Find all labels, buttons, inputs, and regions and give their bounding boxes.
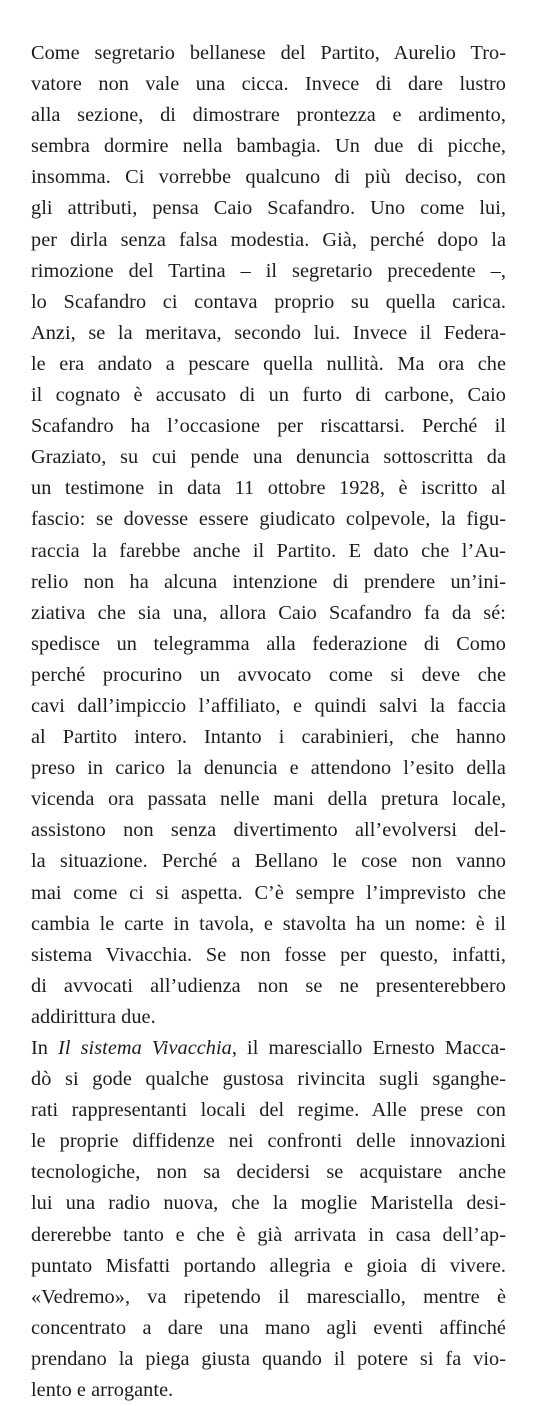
line-lead-text: In: [31, 1037, 59, 1059]
review-paragraph: [31, 1033, 506, 1406]
book-title: Il sistema Vivacchia: [58, 1037, 232, 1059]
paragraph-line: rimozione del Tartina – il segretario precedente –,: [31, 259, 506, 282]
paragraph-line: Graziato, su cui pende una denuncia sottoscritta da: [31, 446, 506, 469]
paragraph-line: cambia le carte in tavola, e stavolta ha un nome: è il: [31, 912, 506, 935]
paragraph-line: dò si gode qualche gustosa rivincita sugli sganghe-: [31, 1068, 506, 1091]
paragraph-line: prendano la piega giusta quando il potere si fa vio-: [31, 1347, 506, 1370]
paragraph-line: mai come ci si aspetta. C’è sempre l’imprevisto che: [31, 881, 506, 904]
synopsis-paragraph: [31, 38, 506, 1033]
paragraph-line: tecnologiche, non sa decidersi se acquistare anche: [31, 1161, 506, 1184]
paragraph-line: la situazione. Perché a Bellano le cose non vanno: [31, 850, 506, 873]
paragraph-line: insomma. Ci vorrebbe qualcuno di più deciso, con: [31, 166, 506, 189]
paragraph-line: lo Scafandro ci contava proprio su quella carica.: [31, 290, 506, 313]
paragraph-line: gli attributi, pensa Caio Scafandro. Uno come lui,: [31, 197, 506, 220]
paragraph-line: fascio: se dovesse essere giudicato colpevole, la figu-: [31, 508, 506, 531]
paragraph-line: relio non ha alcuna intenzione di prendere un’ini-: [31, 570, 506, 593]
paragraph-line: lento e arrogante.: [31, 1379, 174, 1402]
paragraph-line: vatore non vale una cicca. Invece di dare lustro: [31, 73, 506, 96]
paragraph-line: assistono non senza divertimento all’evolversi del-: [31, 819, 506, 842]
paragraph-line: concentrato a dare una mano agli eventi affinché: [31, 1316, 506, 1339]
paragraph-line: «Vedremo», va ripetendo il maresciallo, mentre è: [31, 1285, 506, 1308]
paragraph-line: preso in carico la denuncia e attendono l’esito della: [31, 757, 506, 780]
paragraph-line: rati rappresentanti locali del regime. Alle prese con: [31, 1099, 506, 1122]
paragraph-line: perché procurino un avvocato come si deve che: [31, 663, 506, 686]
paragraph-line: dererebbe tanto e che è già arrivata in casa dell’ap-: [31, 1223, 506, 1246]
paragraph-line: alla sezione, di dimostrare prontezza e ardimento,: [31, 104, 506, 127]
paragraph-line: raccia la farebbe anche il Partito. E dato che l’Au-: [31, 539, 506, 562]
paragraph-line: lui una radio nuova, che la moglie Maristella desi-: [31, 1192, 506, 1215]
paragraph-line: cavi dall’impiccio l’affiliato, e quindi salvi la faccia: [31, 694, 506, 717]
paragraph-line: Come segretario bellanese del Partito, Aurelio Tro-: [31, 42, 506, 64]
paragraph-line: il cognato è accusato di un furto di carbone, Caio: [31, 384, 506, 407]
paragraph-line: puntato Misfatti portando allegria e gioia di vivere.: [31, 1254, 506, 1277]
paragraph-line: le proprie diffidenze nei confronti delle innovazioni: [31, 1130, 506, 1153]
paragraph-line: le era andato a pescare quella nullità. Ma ora che: [31, 352, 506, 375]
paragraph-line: al Partito intero. Intanto i carabinieri, che hanno: [31, 726, 506, 749]
line-rest-text: , il maresciallo Ernesto Macca-: [231, 1037, 506, 1059]
paragraph-line: ziativa che sia una, allora Caio Scafandro fa da sé:: [31, 601, 506, 624]
paragraph-line: Anzi, se la meritava, secondo lui. Invece il Federa-: [31, 321, 506, 344]
paragraph-line: spedisce un telegramma alla federazione di Como: [31, 632, 506, 655]
paragraph-line: per dirla senza falsa modestia. Già, perché dopo la: [31, 228, 506, 251]
paragraph-line: sistema Vivacchia. Se non fosse per questo, infatti,: [31, 943, 506, 966]
paragraph-line: un testimone in data 11 ottobre 1928, è iscritto al: [31, 477, 506, 500]
paragraph-line: vicenda ora passata nelle mani della pretura locale,: [31, 788, 506, 811]
paragraph-line: [31, 1033, 506, 1064]
paragraph-line: di avvocati all’udienza non se ne presenterebbero: [31, 974, 506, 997]
paragraph-line: Scafandro ha l’occasione per riscattarsi. Perché il: [31, 415, 506, 438]
paragraph-line: sembra dormire nella bambagia. Un due di picche,: [31, 135, 506, 158]
paragraph-line: addirittura due.: [31, 1005, 156, 1028]
